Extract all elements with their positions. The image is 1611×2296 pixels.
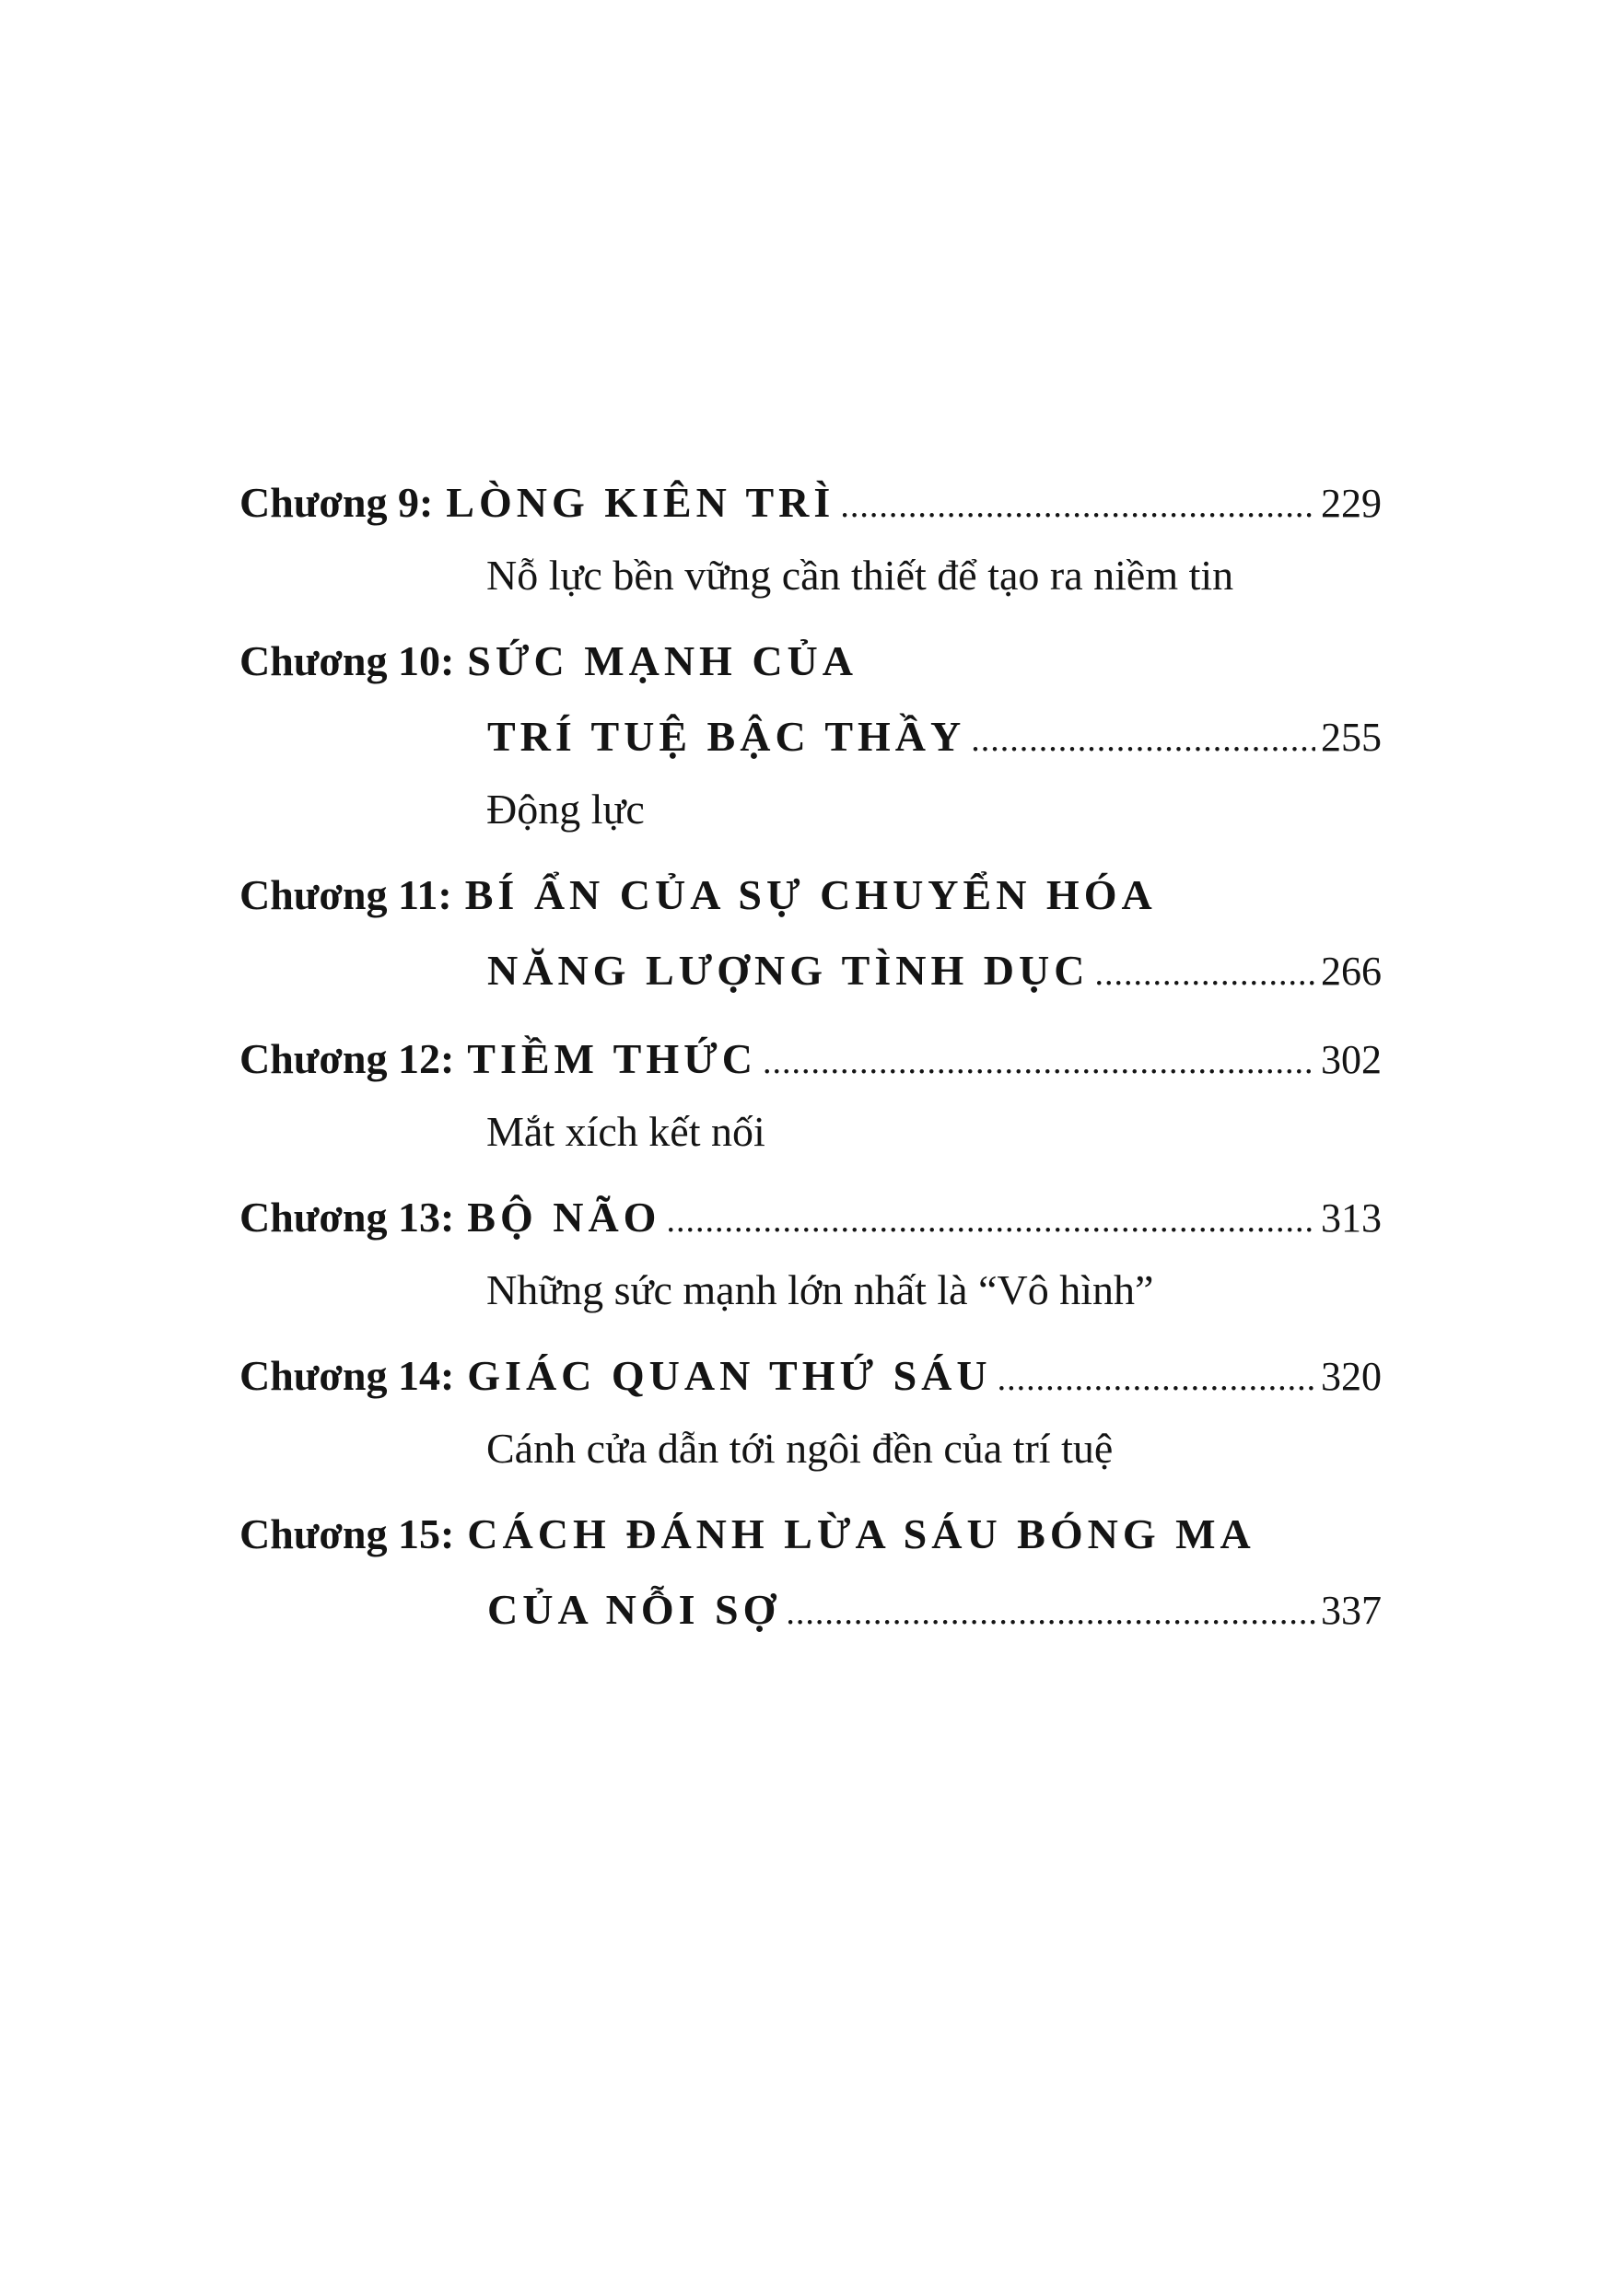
toc-line bbox=[239, 624, 1382, 699]
chapter-title-continued: NĂNG LƯỢNG TÌNH DỤC bbox=[487, 947, 1090, 994]
page-number: 229 bbox=[1321, 481, 1382, 526]
page-number: 266 bbox=[1321, 949, 1382, 994]
toc-line bbox=[239, 699, 1382, 775]
dot-leader bbox=[998, 1341, 1315, 1416]
chapter-subtitle: Cánh cửa dẫn tới ngôi đền của trí tuệ bbox=[486, 1425, 1114, 1472]
page-number: 255 bbox=[1321, 715, 1382, 760]
chapter-label: Chương 11: bbox=[239, 871, 452, 918]
chapter-label: Chương 10: bbox=[239, 637, 455, 684]
chapter-label: Chương 13: bbox=[239, 1194, 455, 1241]
page-number: 320 bbox=[1321, 1354, 1382, 1399]
chapter-label: Chương 12: bbox=[239, 1035, 455, 1082]
chapter-title: GIÁC QUAN THỨ SÁU bbox=[467, 1352, 992, 1399]
toc-line bbox=[239, 1572, 1382, 1648]
page-number: 302 bbox=[1321, 1037, 1382, 1082]
chapter-label: Chương 15: bbox=[239, 1510, 455, 1557]
toc-line bbox=[239, 1497, 1382, 1572]
toc-entry-chapter-13[interactable] bbox=[239, 1180, 1382, 1325]
chapter-title: BÍ ẨN CỦA SỰ CHUYỂN HÓA bbox=[464, 871, 1157, 918]
chapter-label: Chương 14: bbox=[239, 1352, 455, 1399]
page-number: 313 bbox=[1321, 1195, 1382, 1241]
chapter-title: TIỀM THỨC bbox=[467, 1035, 757, 1082]
dot-leader bbox=[666, 1183, 1315, 1258]
chapter-subtitle: Mắt xích kết nối bbox=[486, 1108, 765, 1155]
toc-line bbox=[239, 857, 1382, 933]
chapter-title: BỘ NÃO bbox=[467, 1194, 661, 1241]
chapter-title: SỨC MẠNH CỦA bbox=[467, 637, 858, 684]
toc-entry-chapter-11[interactable] bbox=[239, 857, 1382, 1008]
chapter-title-continued: CỦA NỖI SỢ bbox=[487, 1586, 781, 1633]
chapter-subtitle: Những sức mạnh lớn nhất là “Vô hình” bbox=[486, 1266, 1154, 1313]
toc-entry-chapter-12[interactable] bbox=[239, 1021, 1382, 1167]
toc-entry-chapter-15[interactable] bbox=[239, 1497, 1382, 1648]
chapter-title: CÁCH ĐÁNH LỪA SÁU BÓNG MA bbox=[467, 1510, 1255, 1557]
toc-entry-chapter-10[interactable] bbox=[239, 624, 1382, 845]
chapter-subtitle: Nỗ lực bền vững cần thiết để tạo ra niềm tin bbox=[486, 552, 1234, 599]
toc-line bbox=[239, 1021, 1382, 1097]
dot-leader bbox=[1094, 936, 1315, 1011]
page-number: 337 bbox=[1321, 1588, 1382, 1633]
chapter-title-continued: TRÍ TUỆ BẬC THẦY bbox=[487, 713, 966, 760]
dot-leader bbox=[971, 702, 1315, 777]
chapter-subtitle: Động lực bbox=[486, 786, 645, 833]
chapter-title: LÒNG KIÊN TRÌ bbox=[446, 479, 835, 526]
dot-leader bbox=[840, 468, 1315, 543]
toc-line bbox=[239, 1180, 1382, 1255]
toc-entry-chapter-9[interactable] bbox=[239, 465, 1382, 611]
toc-line bbox=[239, 1338, 1382, 1414]
dot-leader bbox=[763, 1024, 1315, 1100]
dot-leader bbox=[786, 1575, 1315, 1650]
toc-line bbox=[239, 465, 1382, 541]
toc-line bbox=[239, 933, 1382, 1008]
toc-entry-chapter-14[interactable] bbox=[239, 1338, 1382, 1484]
table-of-contents bbox=[239, 465, 1382, 1648]
chapter-label: Chương 9: bbox=[239, 479, 434, 526]
